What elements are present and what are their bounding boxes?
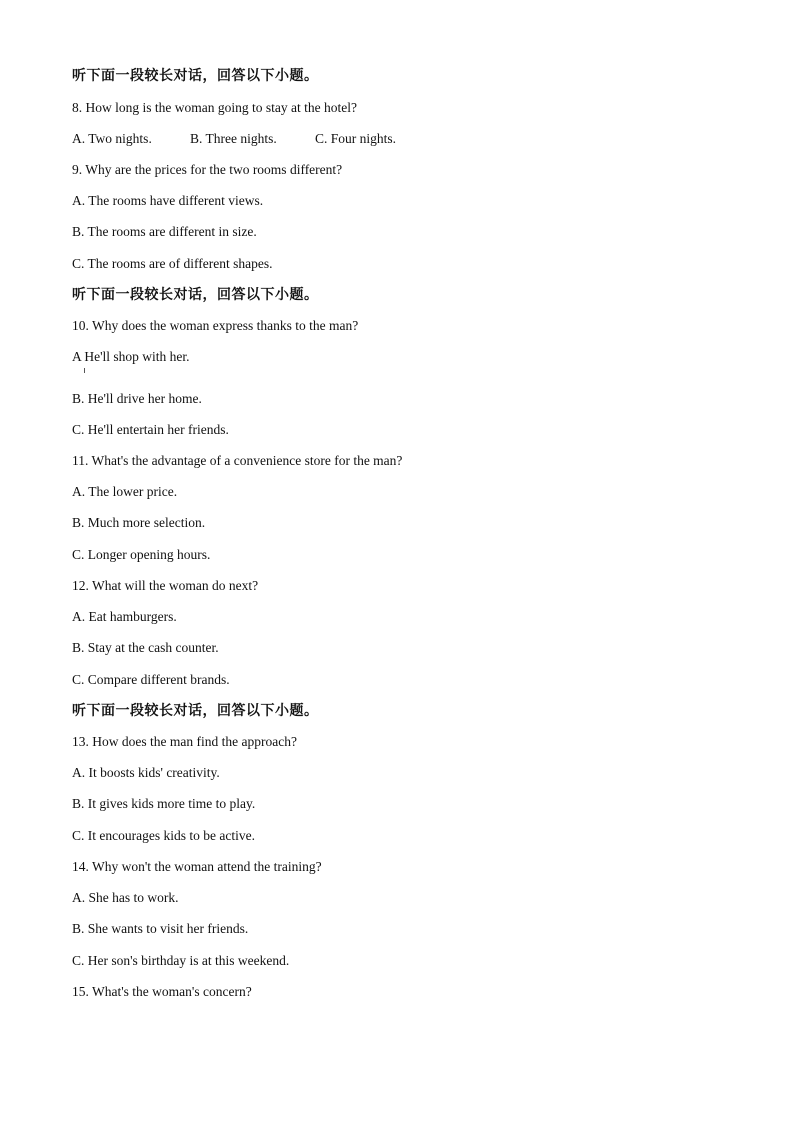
section-heading: 听下面一段较长对话，回答以下小题。 bbox=[72, 68, 319, 84]
question-stem: 15. What's the woman's concern? bbox=[72, 984, 252, 999]
option-b: B. Stay at the cash counter. bbox=[72, 640, 219, 655]
question-stem: 12. What will the woman do next? bbox=[72, 578, 259, 593]
option-c: C. Four nights. bbox=[315, 131, 397, 146]
section-heading: 听下面一段较长对话，回答以下小题。 bbox=[72, 703, 319, 719]
option-c: C. It encourages kids to be active. bbox=[72, 828, 255, 843]
option-a: A. The rooms have different views. bbox=[72, 193, 264, 208]
option-c: C. He'll entertain her friends. bbox=[72, 422, 229, 437]
option-c: C. The rooms are of different shapes. bbox=[72, 256, 273, 271]
question-stem: 11. What's the advantage of a convenience store for the man? bbox=[72, 453, 403, 468]
section-heading: 听下面一段较长对话，回答以下小题。 bbox=[72, 287, 319, 303]
option-a: A. Eat hamburgers. bbox=[72, 609, 177, 624]
option-b: B. He'll drive her home. bbox=[72, 391, 202, 406]
question-stem: 8. How long is the woman going to stay at the hotel? bbox=[72, 100, 357, 115]
option-b: B. It gives kids more time to play. bbox=[72, 796, 256, 811]
option-c: C. Her son's birthday is at this weekend. bbox=[72, 953, 290, 968]
option-b: B. Much more selection. bbox=[72, 515, 206, 530]
option-b: B. She wants to visit her friends. bbox=[72, 921, 249, 936]
question-stem: 9. Why are the prices for the two rooms different? bbox=[72, 162, 343, 177]
question-stem: 10. Why does the woman express thanks to the man? bbox=[72, 318, 359, 333]
option-b: B. The rooms are different in size. bbox=[72, 224, 257, 239]
option-a: A. It boosts kids' creativity. bbox=[72, 765, 220, 780]
question-stem: 14. Why won't the woman attend the training? bbox=[72, 859, 322, 874]
question-stem: 13. How does the man find the approach? bbox=[72, 734, 297, 749]
option-b: B. Three nights. bbox=[190, 131, 277, 146]
option-a: A He'll shop with her. bbox=[72, 349, 190, 364]
option-a: A. The lower price. bbox=[72, 484, 178, 499]
option-a: A. She has to work. bbox=[72, 890, 179, 905]
option-c: C. Longer opening hours. bbox=[72, 547, 211, 562]
stray-mark bbox=[84, 368, 85, 373]
option-c: C. Compare different brands. bbox=[72, 672, 230, 687]
option-a: A. Two nights. bbox=[72, 131, 152, 146]
